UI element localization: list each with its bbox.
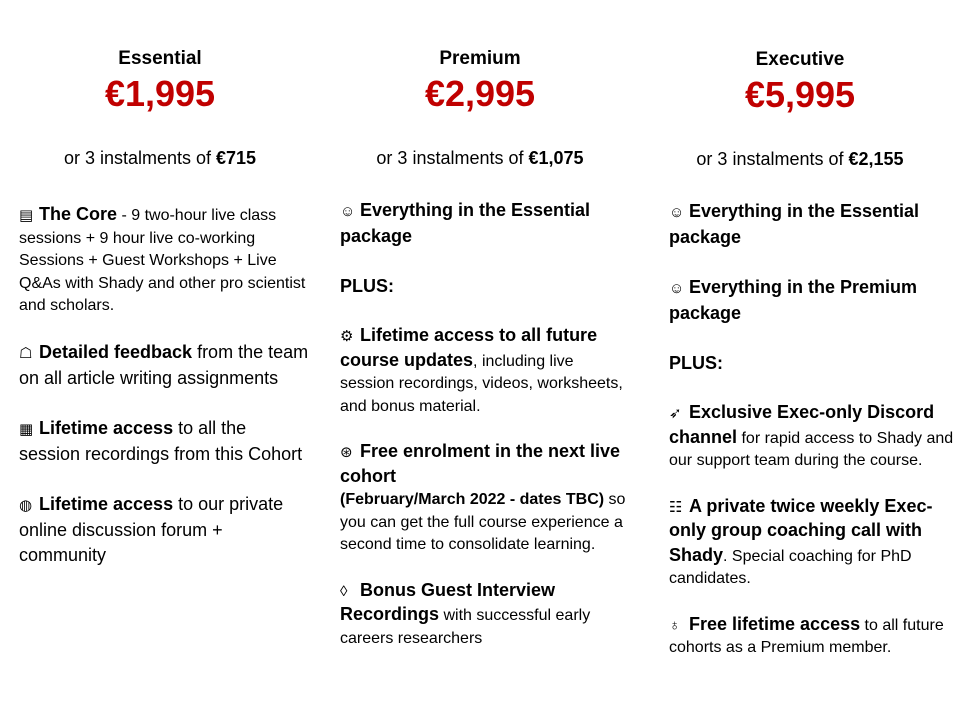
feature-item: ☺ Everything in the Essential package [340, 200, 591, 246]
globe-icon: ◍ [19, 496, 33, 514]
clapperboard-icon: ▦ [19, 420, 34, 438]
smiley-icon: ☺ [340, 203, 356, 220]
plan-features [669, 199, 959, 660]
feature-item: ◍ Lifetime access to our private online discussion forum + community [19, 493, 284, 565]
plus-label: PLUS: [669, 353, 723, 373]
plan-name: Executive [755, 49, 845, 70]
feature-item: ◊ Bonus Guest Interview Recordings with successful early careers researchers [340, 579, 591, 647]
feature-item: ☺ Everything in the Essential package [669, 201, 920, 247]
plan-name: Essential [118, 48, 202, 69]
plus-label: PLUS: [340, 276, 394, 296]
smiley-icon: ☺ [669, 280, 685, 297]
plan-price: €2,995 [424, 73, 536, 114]
feature-item: ➶ Exclusive Exec-only Discord channel for rapid access to Shady and our support team during the course. [669, 402, 954, 469]
plan-features [19, 203, 311, 568]
chat-icon: ☷ [669, 498, 683, 516]
feature-item: ♁ Free lifetime access to all future cohorts as a Premium member. [669, 613, 944, 656]
plan-name: Premium [439, 48, 521, 69]
ball-icon: ⊛ [340, 444, 353, 461]
feature-item: ⊛ Free enrolment in the next live cohort (February/March 2022 - dates TBC) so you can get the full course experience a second time to consolidate learning. [340, 441, 626, 553]
feature-item: ⚙ Lifetime access to all future course updates, including live session recordings, videos, worksheets, and bonus material. [340, 325, 623, 415]
feature-item: ☺ Everything in the Premium package [669, 277, 918, 323]
plan-features [340, 198, 630, 650]
server-icon: ▤ [19, 207, 34, 224]
instalments-text: or 3 instalments of €2,155 [696, 149, 904, 169]
plan-price: €1,995 [104, 73, 216, 114]
instalment-amount: €2,155 [848, 149, 904, 169]
instalments-text: or 3 instalments of €1,075 [376, 148, 584, 168]
update-icon: ⚙ [340, 328, 354, 345]
plan-header [320, 48, 640, 169]
feature-item: ☷ A private twice weekly Exec-only group coaching call with Shady. Special coaching for PhD candidates. [669, 495, 933, 587]
feature-item: ▦ Lifetime access to all the session recordings from this Cohort [19, 417, 303, 464]
instalment-amount: €1,075 [528, 148, 584, 168]
rocket-icon: ➶ [669, 405, 682, 422]
plan-header [0, 48, 320, 169]
smiley-icon: ☺ [669, 204, 685, 221]
microphone-icon: ◊ [340, 582, 348, 600]
instalment-amount: €715 [216, 148, 257, 168]
plan-header [640, 49, 960, 170]
feedback-icon: ☖ [19, 344, 33, 362]
feature-item: ▤ The Core - 9 two-hour live class sessions + 9 hour live co-working Sessions + Guest Workshops + Live Q&As with Shady and other pro scientist and scholars. [19, 204, 306, 314]
instalments-text: or 3 instalments of €715 [63, 148, 257, 168]
flexed-arm-icon: ♁ [669, 616, 681, 634]
plan-price: €5,995 [744, 74, 856, 115]
feature-item: ☖ Detailed feedback from the team on all article writing assignments [19, 341, 309, 388]
